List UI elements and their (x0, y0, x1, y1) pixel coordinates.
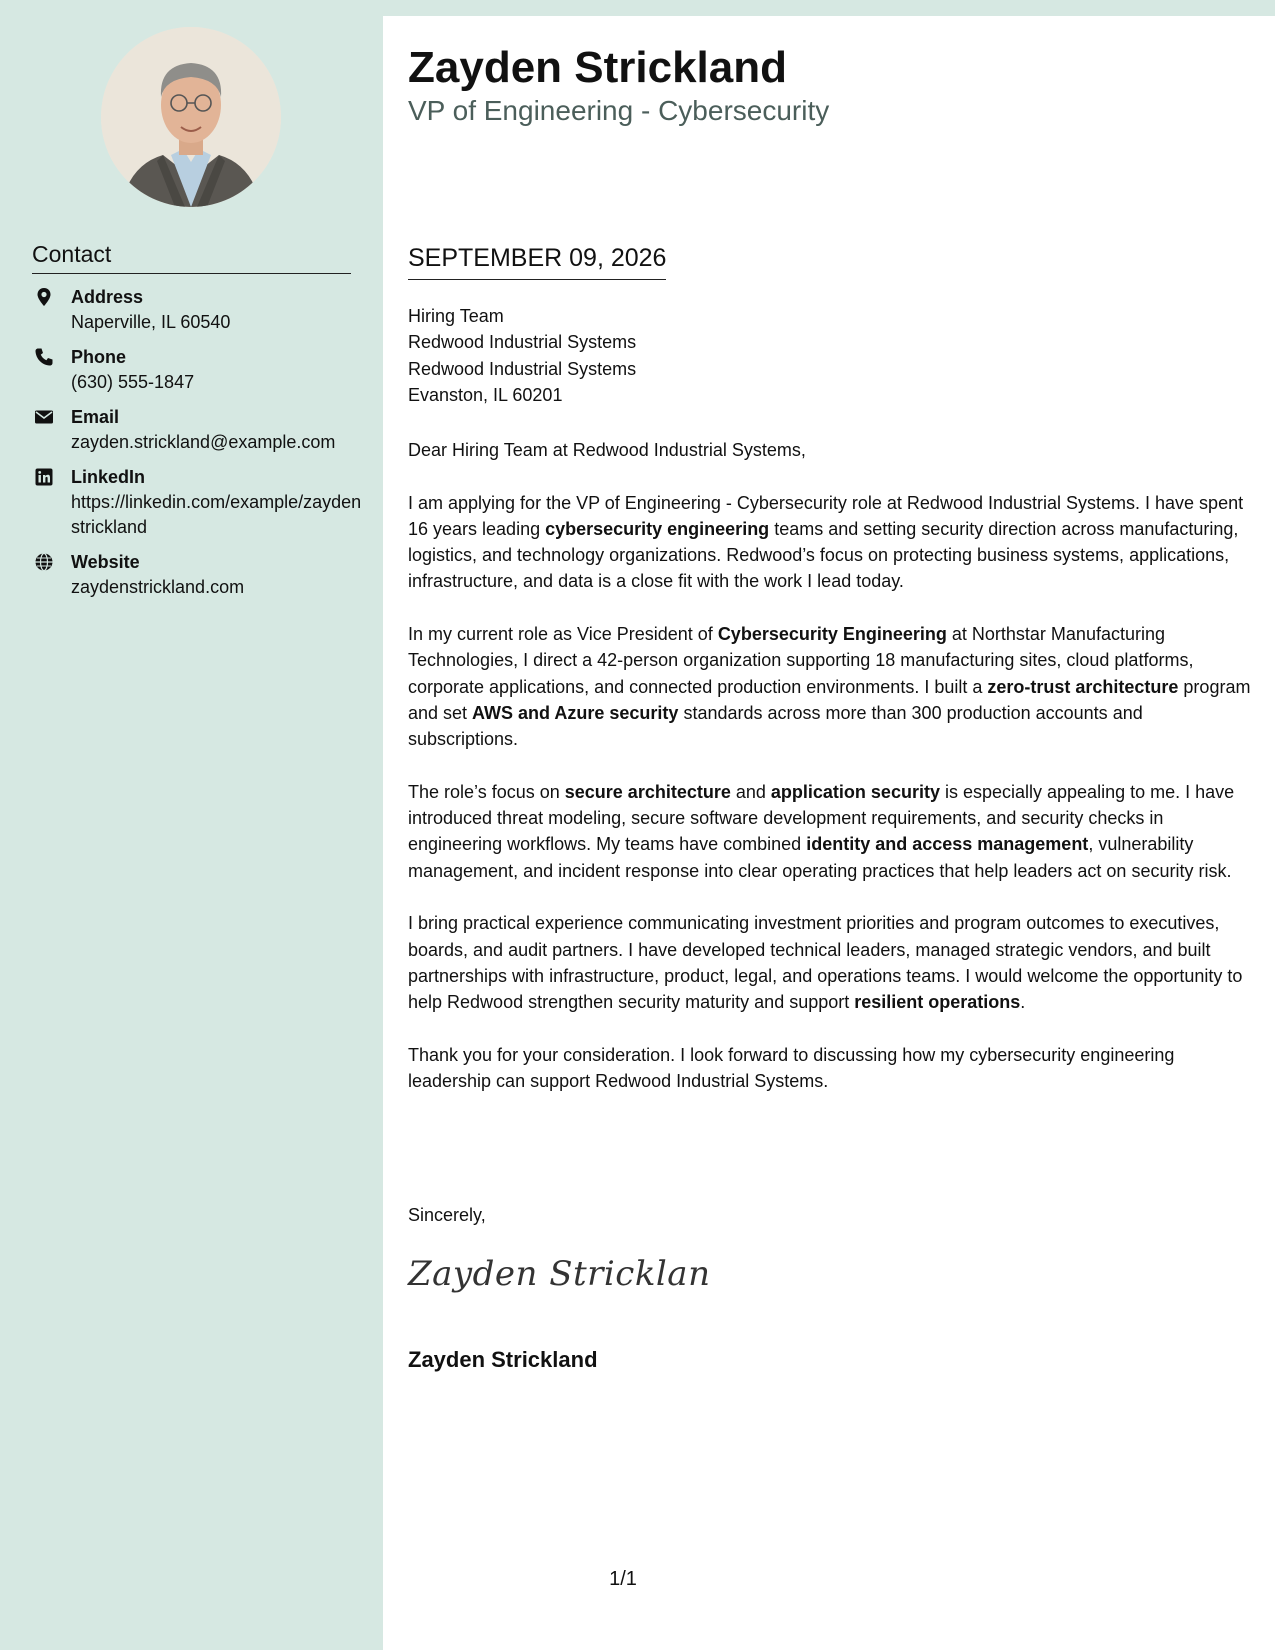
contact-website (32, 550, 362, 600)
contact-value: Naperville, IL 60540 (71, 312, 231, 332)
contact-label: Address (71, 287, 144, 307)
contact-list (32, 285, 362, 610)
text-run: . (1020, 992, 1026, 1013)
applicant-name: Zayden Strickland (408, 43, 788, 92)
signer-name: Zayden Strickland (408, 1347, 598, 1372)
text-run: I bring practical experience communicating investment priorities and program outcomes to executives, boards, and audit partners. I have developed technical leaders, managed strategic vendors, and built partnerships with infrastructure, product, legal, and operations teams. I would welcome the opportunity to help Redwood strengthen security maturity and support (408, 913, 1243, 1013)
paragraph (408, 910, 1253, 1015)
contact-label: Email (71, 407, 120, 427)
bold-phrase: secure architecture (564, 781, 731, 802)
text-run: I am applying for the VP of Engineering - Cybersecurity role at Redwood Industrial Systems. I have spent 16 years leading (408, 492, 1244, 539)
text-run: teams and setting security direction across manufacturing, logistics, and technology organizations. Redwood’s focus on protecting business systems, applications, infrastructure, and data is a close fit with the work I lead today. (408, 518, 1239, 592)
bold-phrase: identity and access management (806, 834, 1089, 855)
letter-body (408, 437, 1253, 1121)
contact-value[interactable]: zaydenstrickland.com (71, 577, 245, 597)
letter-date: SEPTEMBER 09, 2026 (408, 242, 666, 280)
text-run: program and set (408, 676, 1251, 723)
bold-phrase: application security (770, 781, 940, 802)
closing: Sincerely, (408, 1205, 486, 1225)
portrait-image (101, 27, 281, 207)
contact-label: LinkedIn (71, 467, 146, 487)
contact-label: Website (71, 552, 140, 572)
page-number-text: 1/1 (609, 1568, 637, 1590)
paragraph (408, 1042, 1253, 1095)
contact-heading: Contact (32, 240, 351, 274)
bold-phrase: resilient operations (854, 992, 1021, 1013)
applicant-title: VP of Engineering - Cybersecurity (408, 95, 830, 126)
phone-icon (34, 347, 54, 367)
profile-photo (101, 27, 281, 207)
bold-phrase: zero-trust architecture (987, 676, 1179, 697)
map-pin-icon (34, 287, 54, 307)
email-icon (34, 407, 54, 427)
contact-linkedin (32, 465, 362, 540)
recipient-line: Redwood Industrial Systems (408, 332, 637, 353)
contact-label: Phone (71, 347, 127, 367)
contact-value[interactable]: https://linkedin.com/example/zaydenstrickland (71, 492, 362, 537)
contact-phone (32, 345, 362, 395)
contact-address (32, 285, 362, 335)
contact-value: (630) 555-1847 (71, 372, 195, 392)
bold-phrase: Cybersecurity Engineering (717, 624, 947, 645)
text-run: The role’s focus on (408, 781, 565, 802)
text-run: In my current role as Vice President of (408, 624, 718, 645)
linkedin-icon (34, 467, 54, 487)
text-run: is especially appealing to me. I have introduced threat modeling, secure software development requirements, and security checks in engineering workflows. My teams have combined (408, 781, 1235, 855)
recipient-line: Hiring Team (408, 306, 504, 326)
recipient-block (408, 303, 636, 408)
text-run: , vulnerability management, and incident response into clear operating practices that help leaders act on security risk. (408, 834, 1232, 881)
sidebar (0, 0, 383, 1650)
paragraph (408, 490, 1253, 595)
recipient-line: Redwood Industrial Systems (408, 358, 637, 379)
recipient-line: Evanston, IL 60201 (408, 384, 563, 405)
text-run: Thank you for your consideration. I look forward to discussing how my cybersecurity engineering leadership can support Redwood Industrial Systems. (408, 1044, 1175, 1092)
text-run: at Northstar Manufacturing Technologies, I direct a 42-person organization supporting 18 manufacturing sites, cloud platforms, corporate applications, and connected production environments. I built a (408, 624, 1194, 697)
text-run: and (730, 781, 771, 802)
text-run: standards across more than 300 production accounts and subscriptions. (408, 702, 1143, 750)
paragraph (408, 621, 1253, 752)
letter-page (383, 16, 1275, 1650)
salutation: Dear Hiring Team at Redwood Industrial Systems, (408, 440, 806, 460)
contact-email (32, 405, 362, 455)
signature: Zayden Stricklan (408, 1254, 711, 1294)
bold-phrase: cybersecurity engineering (545, 518, 770, 539)
bold-phrase: AWS and Azure security (472, 702, 679, 723)
contact-value: zayden.strickland@example.com (71, 432, 336, 452)
globe-icon (34, 552, 54, 572)
paragraph (408, 779, 1253, 884)
